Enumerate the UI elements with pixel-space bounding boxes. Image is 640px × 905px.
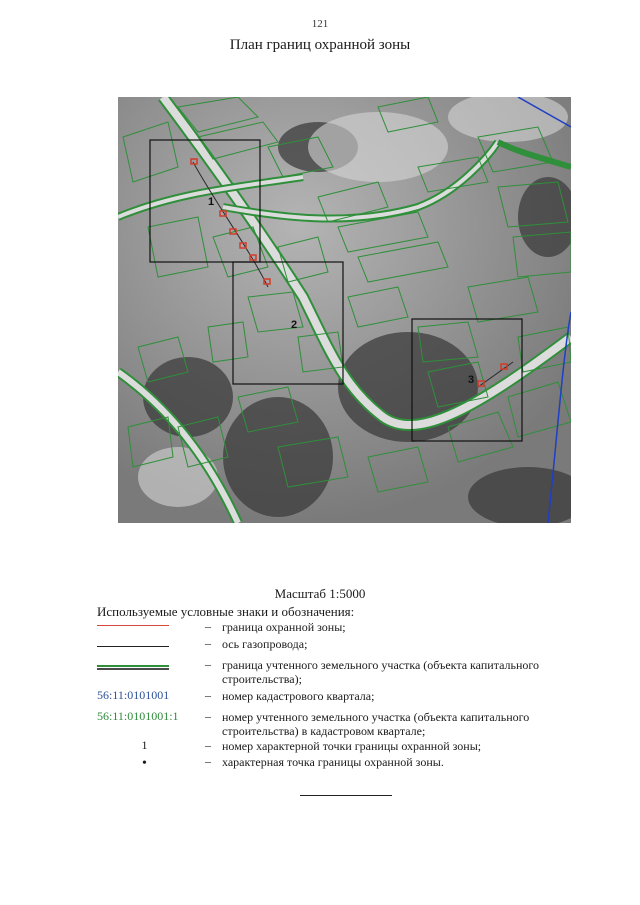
legend-symbol-parcel-boundary <box>97 665 169 670</box>
legend-dash: – <box>205 688 211 702</box>
legend-dash: – <box>205 657 211 671</box>
legend-symbol-gas-axis <box>97 646 169 647</box>
legend-dash: – <box>205 738 211 752</box>
legend-code-parcel: 56:11:0101001:1 <box>97 709 179 723</box>
map-scale: Масштаб 1:5000 <box>274 586 366 601</box>
footer-divider <box>300 795 392 796</box>
legend-text-parcel-boundary: граница учтенного земельного участка (объекта капитального строительства); <box>222 658 540 686</box>
legend-symbol-protection-zone <box>97 625 169 626</box>
fragment-label-2: 2 <box>291 319 298 331</box>
legend-text-parcel: номер учтенного земельного участка (объекта капитального строительства) в кадастровом квартале; <box>222 710 530 738</box>
legend-dash: – <box>205 709 211 723</box>
legend-point-dot-icon: • <box>142 756 147 771</box>
page-title: План границ охранной зоны <box>229 37 411 53</box>
legend-code-quarter: 56:11:0101001 <box>97 688 170 702</box>
legend-dash: – <box>205 754 211 768</box>
legend-dash: – <box>205 619 211 633</box>
legend-text-point-number: номер характерной точки границы охранной зоны; <box>222 739 482 753</box>
legend-dash: – <box>205 636 211 650</box>
legend-text-point: характерная точка границы охранной зоны. <box>222 755 444 769</box>
map-canvas <box>118 97 571 523</box>
legend-text-gas-axis: ось газопровода; <box>222 637 308 651</box>
legend-code-point-number: 1 <box>141 738 148 752</box>
aerial-map <box>118 97 571 523</box>
legend-text-quarter: номер кадастрового квартала; <box>222 689 375 703</box>
fragment-label-1: 1 <box>208 196 215 208</box>
legend-heading: Используемые условные знаки и обозначения: <box>97 604 355 619</box>
fragment-label-3: 3 <box>468 374 475 386</box>
legend-text-protection-zone: граница охранной зоны; <box>222 620 346 634</box>
page-number: 121 <box>311 18 329 30</box>
